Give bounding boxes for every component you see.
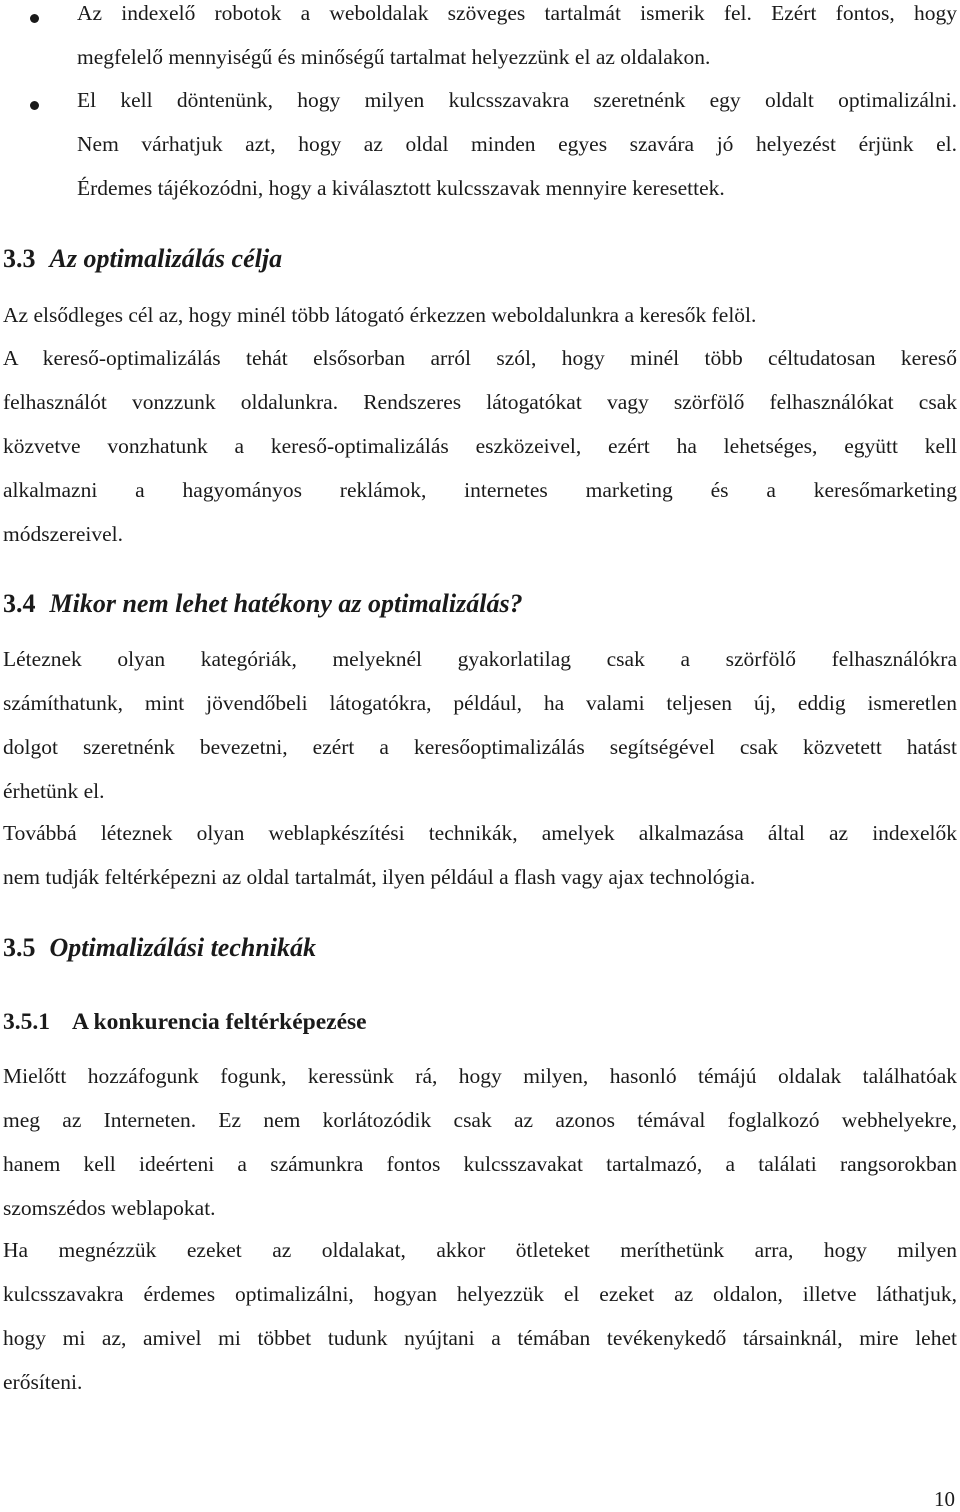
paragraph-line: felhasználót vonzzunk oldalunkra. Rendszeres látogatókat vagy szörfölő felhasználókat csak: [3, 390, 957, 414]
bullet-line: megfelelő mennyiségű és minőségű tartalmat helyezzünk el az oldalakon.: [77, 45, 711, 69]
paragraph-line: hogy mi az, amivel mi többet tudunk nyújtani a témában tevékenykedő társainknál, mire lehet: [3, 1326, 957, 1350]
heading-number: 3.5: [3, 933, 36, 962]
page-number: 10: [934, 1487, 955, 1511]
paragraph-line: számíthatunk, mint jövendőbeli látogatókra, például, ha valami teljesen új, eddig ismeretlen: [3, 691, 957, 715]
bullet-line: Érdemes tájékozódni, hogy a kiválasztott kulcsszavak mennyire keresettek.: [77, 176, 725, 200]
heading-number: 3.5.1: [3, 1009, 50, 1035]
paragraph: [3, 302, 957, 346]
heading-title: A konkurencia feltérképezése: [72, 1009, 367, 1035]
paragraph-line: hanem kell ideérteni a számunkra fontos kulcsszavakat tartalmazó, a találati rangsorokban: [3, 1152, 957, 1176]
bullet-icon: [30, 101, 39, 110]
bullet-line: Az indexelő robotok a weboldalak szöveges tartalmát ismerik fel. Ezért fontos, hogy: [77, 1, 957, 25]
paragraph-line: kulcsszavakra érdemes optimalizálni, hogyan helyezzük el ezeket az oldalon, illetve láthatjuk,: [3, 1282, 957, 1306]
bullet-icon: [30, 14, 39, 23]
paragraph-line: erősíteni.: [3, 1370, 83, 1394]
bullet-line: Nem várhatjuk azt, hogy az oldal minden egyes szavára jó helyezést érjünk el.: [77, 132, 957, 156]
paragraph-line: Ha megnézzük ezeket az oldalakat, akkor ötleteket meríthetünk arra, hogy milyen: [3, 1238, 957, 1262]
paragraph-line: módszereivel.: [3, 522, 123, 546]
paragraph: [3, 1063, 957, 1239]
paragraph-line: Továbbá léteznek olyan weblapkészítési technikák, amelyek alkalmazása által az indexelők: [3, 821, 957, 845]
paragraph-line: alkalmazni a hagyományos reklámok, internetes marketing és a keresőmarketing: [3, 478, 957, 502]
paragraph: [3, 345, 957, 565]
paragraph-line: Mielőtt hozzáfogunk fogunk, keressünk rá, hogy milyen, hasonló témájú oldalak találhatóak: [3, 1064, 957, 1088]
heading-title: Mikor nem lehet hatékony az optimalizálás?: [49, 589, 523, 618]
paragraph-line: meg az Interneten. Ez nem korlátozódik csak az azonos témával foglalkozó webhelyekre,: [3, 1108, 957, 1132]
heading-title: Optimalizálási technikák: [49, 933, 317, 962]
paragraph-line: Léteznek olyan kategóriák, melyeknél gyakorlatilag csak a szörfölő felhasználókra: [3, 647, 957, 671]
paragraph-line: dolgot szeretnénk bevezetni, ezért a keresőoptimalizálás segítségével csak közvetett hatást: [3, 735, 957, 759]
paragraph-line: szomszédos weblapokat.: [3, 1196, 216, 1220]
paragraph: [3, 820, 957, 908]
heading-title: Az optimalizálás célja: [49, 244, 283, 273]
bullet-line: El kell döntenünk, hogy milyen kulcsszavakra szeretnénk egy oldalt optimalizálni.: [77, 88, 957, 112]
bullet-item: [0, 0, 957, 88]
paragraph-line: A kereső-optimalizálás tehát elsősorban arról szól, hogy minél több céltudatosan kereső: [3, 346, 957, 370]
heading-number: 3.3: [3, 244, 36, 273]
paragraph: [3, 1237, 957, 1413]
heading-number: 3.4: [3, 589, 36, 618]
bullet-item: [0, 87, 957, 219]
heading-3-3: [3, 244, 282, 274]
heading-3-5: [3, 933, 316, 963]
heading-3-4: [3, 589, 523, 619]
paragraph: [3, 646, 957, 822]
paragraph-line: Az elsődleges cél az, hogy minél több látogató érkezzen weboldalunkra a keresők felöl.: [3, 303, 757, 327]
paragraph-line: érhetünk el.: [3, 779, 105, 803]
paragraph-line: nem tudják feltérképezni az oldal tartalmát, ilyen például a flash vagy ajax technológia.: [3, 865, 756, 889]
heading-3-5-1: [3, 1009, 367, 1036]
paragraph-line: közvetve vonzhatunk a kereső-optimalizálás eszközeivel, ezért ha lehetséges, együtt kell: [3, 434, 957, 458]
